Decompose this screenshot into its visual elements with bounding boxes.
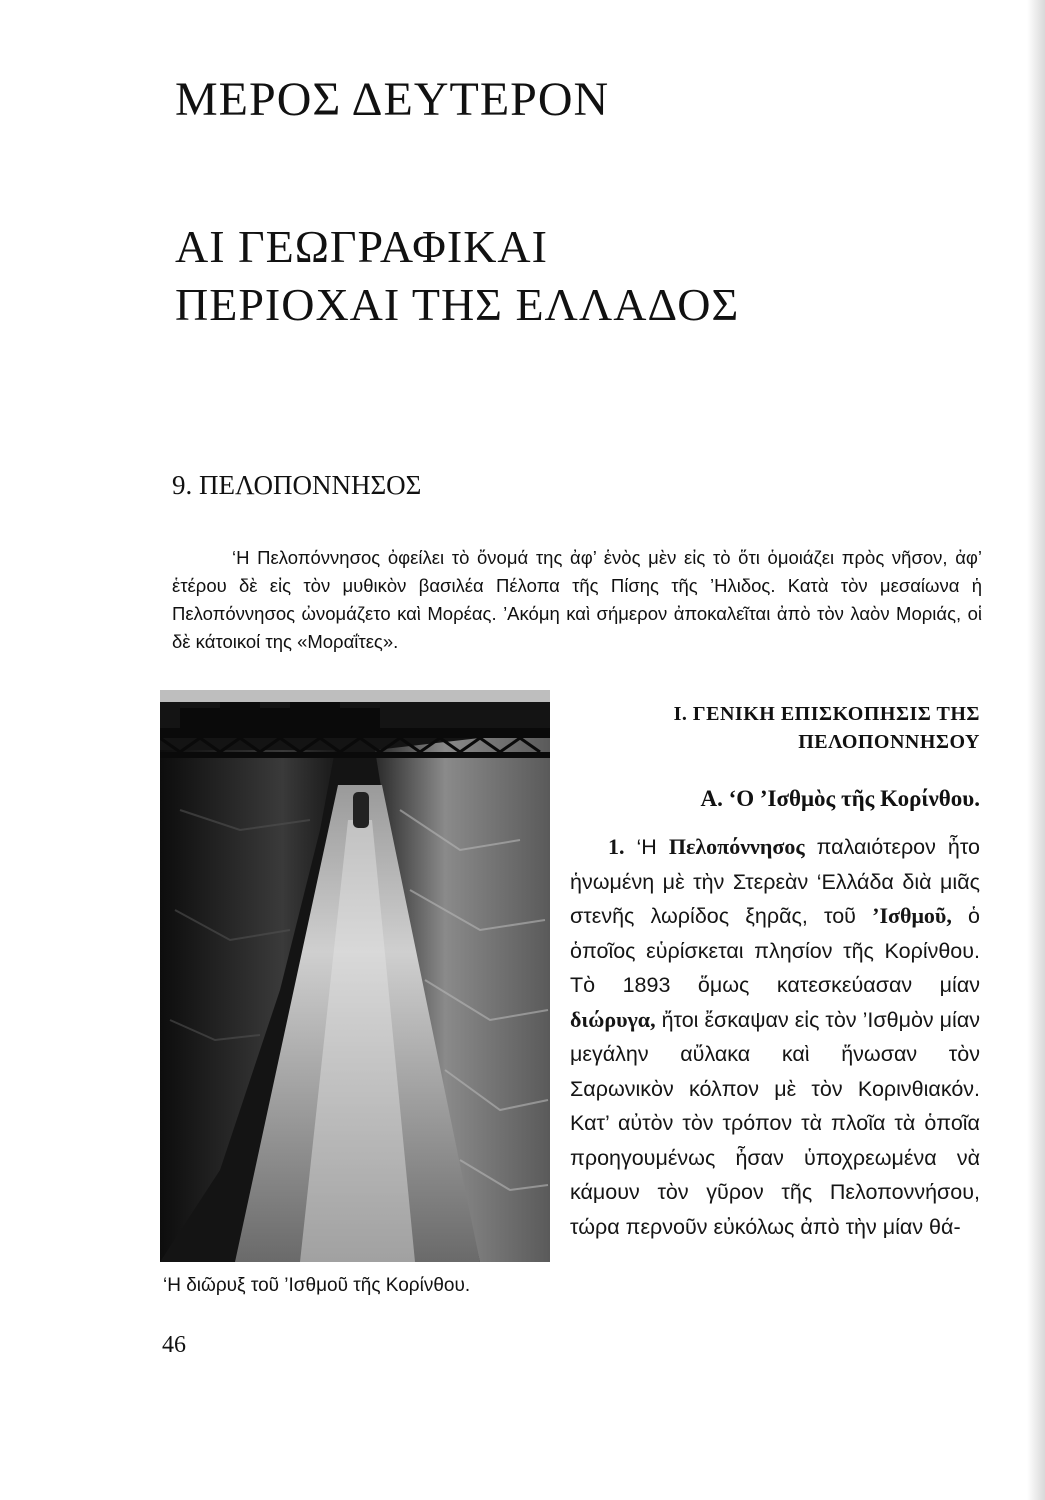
paragraph-text-segment: ὁ ὁποῖος εὑρίσκεται πλησίον τῆς Κορίνθου. Τὸ 1893 ὅμως κατεσκεύασαν μίαν [570,904,980,997]
bold-term-peloponnese: Πελοπόννησος [668,834,805,859]
paragraph-number: 1. [608,834,625,859]
part-title: ΜΕΡΟΣ ΔΕΥΤΕΡΟΝ [175,73,610,126]
chapter-title-line-2: ΠΕΡΙΟΧΑΙ ΤΗΣ ΕΛΛΑΔΟΣ [175,279,740,330]
page-edge-shadow [1027,0,1045,1500]
intro-paragraph: ‘Η Πελοπόννησος ὀφείλει τὸ ὄνομά της ἀφ’ ἑνὸς μὲν εἰς τὸ ὅτι ὁμοιάζει πρὸς νῆσον, ἀφ’ ἑτέρου δὲ εἰς τὸν μυθικὸν βασιλέα Πέλοπα τῆς Πίσης τῆς ’Ηλιδος. Κατὰ τὸν μεσαίωνα ἡ Πελοπόννησος ὠνομάζετο καὶ Μορέας. ’Ακόμη καὶ σήμερον ἀποκαλεῖται ἀπὸ τὸν λαὸν Μοριάς, οἱ δὲ κάτοικοί της «Μοραΐτες». [172,547,982,652]
paragraph-1 [570,830,980,1244]
subsubsection-heading: Α. ‘Ο ’Ισθμὸς τῆς Κορίνθου. [700,786,980,811]
page-number: 46 [162,1332,186,1358]
subsection-heading-line-1: Ι. ΓΕΝΙΚΗ ΕΠΙΣΚΟΠΗΣΙΣ ΤΗΣ [673,703,980,725]
section-title: 9. ΠΕΛΟΠΟΝΝΗΣΟΣ [172,470,422,500]
bold-term-canal: διώρυγα, [570,1006,656,1032]
corinth-canal-photo-drawing [160,690,550,1262]
chapter-title [175,218,739,334]
subsection-heading [590,700,980,756]
subsection-heading-line-2: ΠΕΛΟΠΟΝΝΗΣΟΥ [798,731,980,753]
corinth-canal-photo [160,690,550,1262]
paragraph-text-segment: ἤτοι ἔσκαψαν εἰς τὸν ’Ισθμὸν μίαν μεγάλην αὔλακα καὶ ἥνωσαν τὸν Σαρωνικὸν κόλπον μὲ τὸν Κορινθιακόν. Κατ’ αὐτὸν τὸν τρόπον τὰ πλοῖα τὰ ὁποῖα προηγουμένως ἦσαν ὑποχρεωμένα νὰ κάμουν τὸν γῦρον τῆς Πελοποννήσου, τώρα περνοῦν εὐκόλως ἀπὸ τὴν μίαν θά- [570,1007,980,1239]
photo-caption: ‘Η διῶρυξ τοῦ ’Ισθμοῦ τῆς Κορίνθου. [163,1275,471,1296]
paragraph-text-segment: παλαιότερον ἦτο ἡνωμένη μὲ τὴν Στερεὰν ‘Ελλάδα διὰ μιᾶς στενῆς λωρίδος ξηρᾶς, τοῦ [570,835,980,928]
chapter-title-line-1: ΑΙ ΓΕΩΓΡΑΦΙΚΑΙ [175,221,548,272]
bold-term-isthmus: ’Ισθμοῦ, [872,903,952,928]
paragraph-text-segment: ‘Η [624,835,669,859]
